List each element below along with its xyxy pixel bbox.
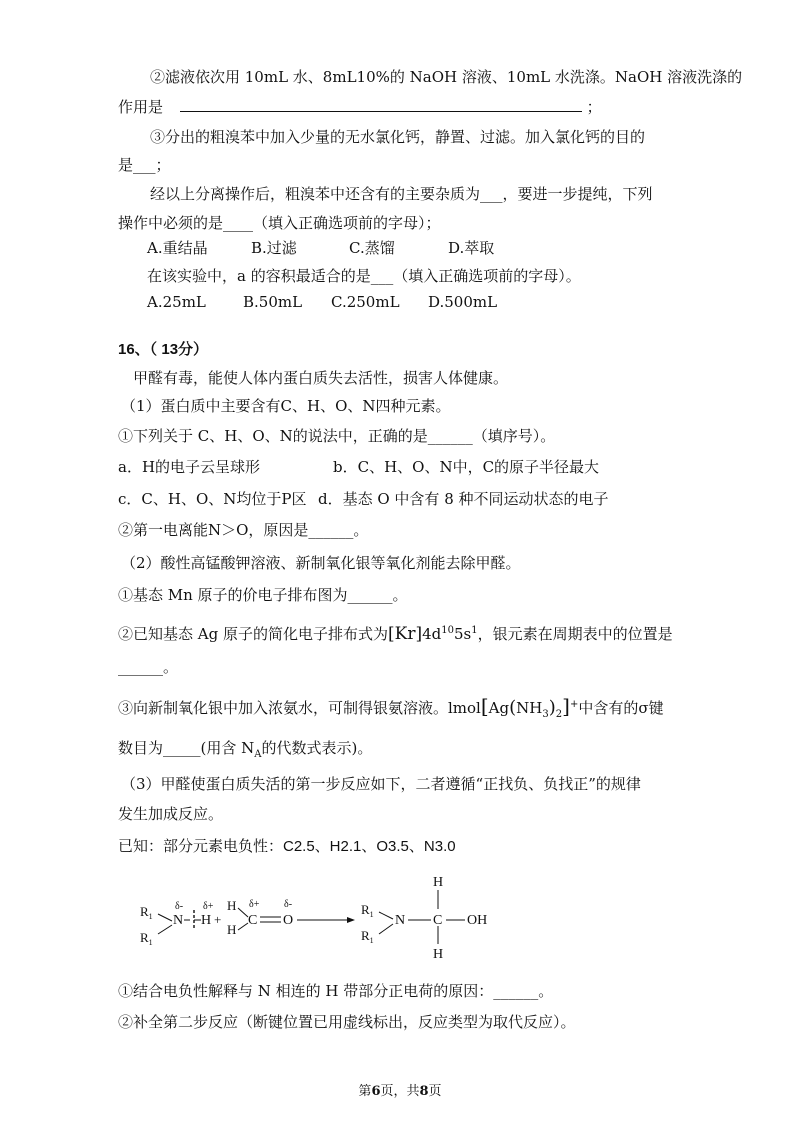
- reaction-arrow-head: [347, 917, 355, 923]
- product-atom-n: N: [395, 913, 406, 928]
- bond-h-c-bottom: [238, 923, 248, 930]
- q16-part-1-question-1: ①下列关于 C、H、O、N的说法中，正确的是______（填序号）。: [118, 427, 556, 445]
- ag-config-sup-1: 1: [471, 625, 478, 636]
- atom-c: C: [248, 913, 258, 928]
- q16-part-2-question-2-post: ，银元素在周期表中的位置是: [477, 625, 673, 643]
- q16-part-2-question-3-line-2: [118, 737, 372, 766]
- q16-part-3-line-2: 发生加成反应。: [118, 805, 224, 823]
- q15-line-2-text: 作用是: [118, 98, 164, 116]
- q15-option-b: B.过滤: [251, 239, 297, 257]
- q16-header: 16、（ 13分）: [118, 341, 209, 358]
- q15-line-2-end: ；: [586, 98, 602, 116]
- answer-blank: [180, 97, 582, 112]
- product-bond-r1-n-top: [379, 912, 393, 919]
- kr-core: [Kr]: [387, 624, 423, 644]
- q16-option-d: d．基态 O 中含有 8 种不同运动状态的电子: [318, 490, 609, 508]
- q16-part-2: （2）酸性高锰酸钾溶液、新制氧化银等氧化剂能去除甲醛。: [121, 554, 521, 572]
- complex-charge: +: [569, 699, 579, 710]
- complex-ag: Ag: [488, 699, 510, 717]
- q16-part-1-question-2: ②第一电离能N＞O，原因是______。: [118, 521, 369, 539]
- q16-part-2-question-2: [118, 620, 673, 645]
- q15-line-5: 经以上分离操作后，粗溴苯中还含有的主要杂质为___，要进一步提纯，下列: [150, 185, 653, 203]
- atom-o: O: [283, 913, 294, 928]
- h-partial-charge: δ+: [203, 901, 214, 912]
- q15-line-7: 在该实验中，a 的容积最适合的是___（填入正确选项前的字母）。: [147, 267, 581, 285]
- electronegativity-note: 已知：部分元素电负性：C2.5、H2.1、O3.5、N3.0: [118, 838, 456, 855]
- q16-part-2-question-2-blank: ______。: [118, 658, 179, 676]
- formaldehyde-h-bottom: H: [227, 922, 237, 937]
- r1-bottom: $R_1$: [140, 930, 153, 947]
- q16-option-b: b．C、H、O、N中，C的原子半径最大: [333, 458, 600, 476]
- complex-sub-2: 2: [555, 709, 563, 720]
- q16-part-2-question-3-pre: ③向新制氧化银中加入浓氨水，可制得银氨溶液。lmol: [118, 699, 481, 717]
- footer-mid: 页，共: [380, 1084, 420, 1099]
- q15-volume-b: B.50mL: [243, 293, 303, 311]
- n-partial-charge: δ-: [175, 901, 184, 912]
- page-footer: [0, 1080, 800, 1099]
- q16-option-c: c．C、H、O、N均位于P区: [118, 490, 307, 508]
- bond-r1-n-bottom: [158, 925, 172, 934]
- q16-part-3-line-1: （3）甲醛使蛋白质失活的第一步反应如下，二者遵循“正找负、负找正”的规律: [121, 775, 641, 793]
- footer-post: 页: [428, 1084, 442, 1099]
- q15-line-6: 操作中必须的是____（填入正确选项前的字母）；: [118, 214, 441, 232]
- q16-part-3-question-1: ①结合电负性解释与 N 相连的 H 带部分正电荷的原因：______。: [118, 982, 554, 1000]
- q15-option-c: C.蒸馏: [349, 239, 395, 257]
- q15-option-a: A.重结晶: [147, 239, 208, 257]
- complex-nh: NH: [516, 699, 543, 717]
- atom-n: N: [173, 913, 184, 928]
- na-subscript: A: [254, 749, 262, 760]
- product-r1-top: $R_1$: [361, 902, 374, 919]
- o-partial-charge: δ-: [284, 899, 293, 910]
- q15-line-3: ③分出的粗溴苯中加入少量的无水氯化钙，静置、过滤。加入氯化钙的目的: [150, 128, 646, 146]
- product-hydroxyl: OH: [467, 913, 488, 928]
- q16-part-2-question-3-l2-end: 的代数式表示)。: [261, 739, 373, 757]
- product-bond-r1-n-bottom: [379, 924, 393, 934]
- q15-line-2: [118, 96, 602, 118]
- plus-sign: +: [214, 912, 222, 927]
- footer-page-number: 6: [371, 1084, 381, 1099]
- product-atom-c: C: [433, 913, 443, 928]
- q16-part-2-question-3-post: 中含有的σ键: [578, 699, 664, 717]
- product-h-bottom: H: [433, 947, 444, 962]
- c-partial-charge: δ+: [249, 899, 260, 910]
- bond-h-c-top: [238, 908, 248, 917]
- atom-h: H: [201, 913, 212, 928]
- footer-total-pages: 8: [419, 1084, 429, 1099]
- q16-part-1: （1）蛋白质中主要含有C、H、O、N四种元素。: [121, 397, 451, 415]
- q16-part-2-question-3-l2: 数目为_____(用含 N: [118, 739, 255, 757]
- addition-reaction-diagram: [135, 872, 495, 962]
- q16-part-2-question-3: ③向新制氧化银中加入浓氨水，可制得银氨溶液。$lmol[Ag(NH_3)_2]^+$中含有的σ键: [118, 694, 664, 720]
- ag-config-4d: 4d: [422, 625, 442, 643]
- q16-part-3-question-2: ②补全第二步反应（断键位置已用虚线标出，反应类型为取代反应）。: [118, 1013, 576, 1031]
- q15-option-d: D.萃取: [448, 239, 495, 257]
- complex-sub-3: 3: [542, 709, 549, 720]
- product-r1-bottom: $R_1$: [361, 928, 374, 945]
- q15-line-1: ②滤液依次用 10mL 水、8mL10%的 NaOH 溶液、10mL 水洗涤。NaOH 溶液洗涤的: [150, 68, 743, 86]
- ag-config-sup-10: 10: [441, 625, 454, 636]
- q15-volume-d: D.500mL: [428, 293, 498, 311]
- q15-volume-c: C.250mL: [331, 293, 400, 311]
- q15-line-4: 是___；: [118, 156, 171, 174]
- product-h-top: H: [433, 875, 444, 890]
- footer-pre: 第: [358, 1084, 372, 1099]
- r1-top: $R_1$: [140, 904, 153, 921]
- q16-option-a: a．H的电子云呈球形: [118, 458, 261, 476]
- formaldehyde-h-top: H: [227, 898, 237, 913]
- ag-config-5s: 5s: [453, 625, 472, 643]
- bond-r1-n-top: [158, 914, 172, 921]
- q15-volume-a: A.25mL: [147, 293, 206, 311]
- q16-intro: 甲醛有毒，能使人体内蛋白质失去活性，损害人体健康。: [133, 369, 509, 387]
- q16-part-2-question-2-pre: ②已知基态 Ag 原子的简化电子排布式为: [118, 625, 388, 643]
- q16-part-2-question-1: ①基态 Mn 原子的价电子排布图为______。: [118, 586, 408, 604]
